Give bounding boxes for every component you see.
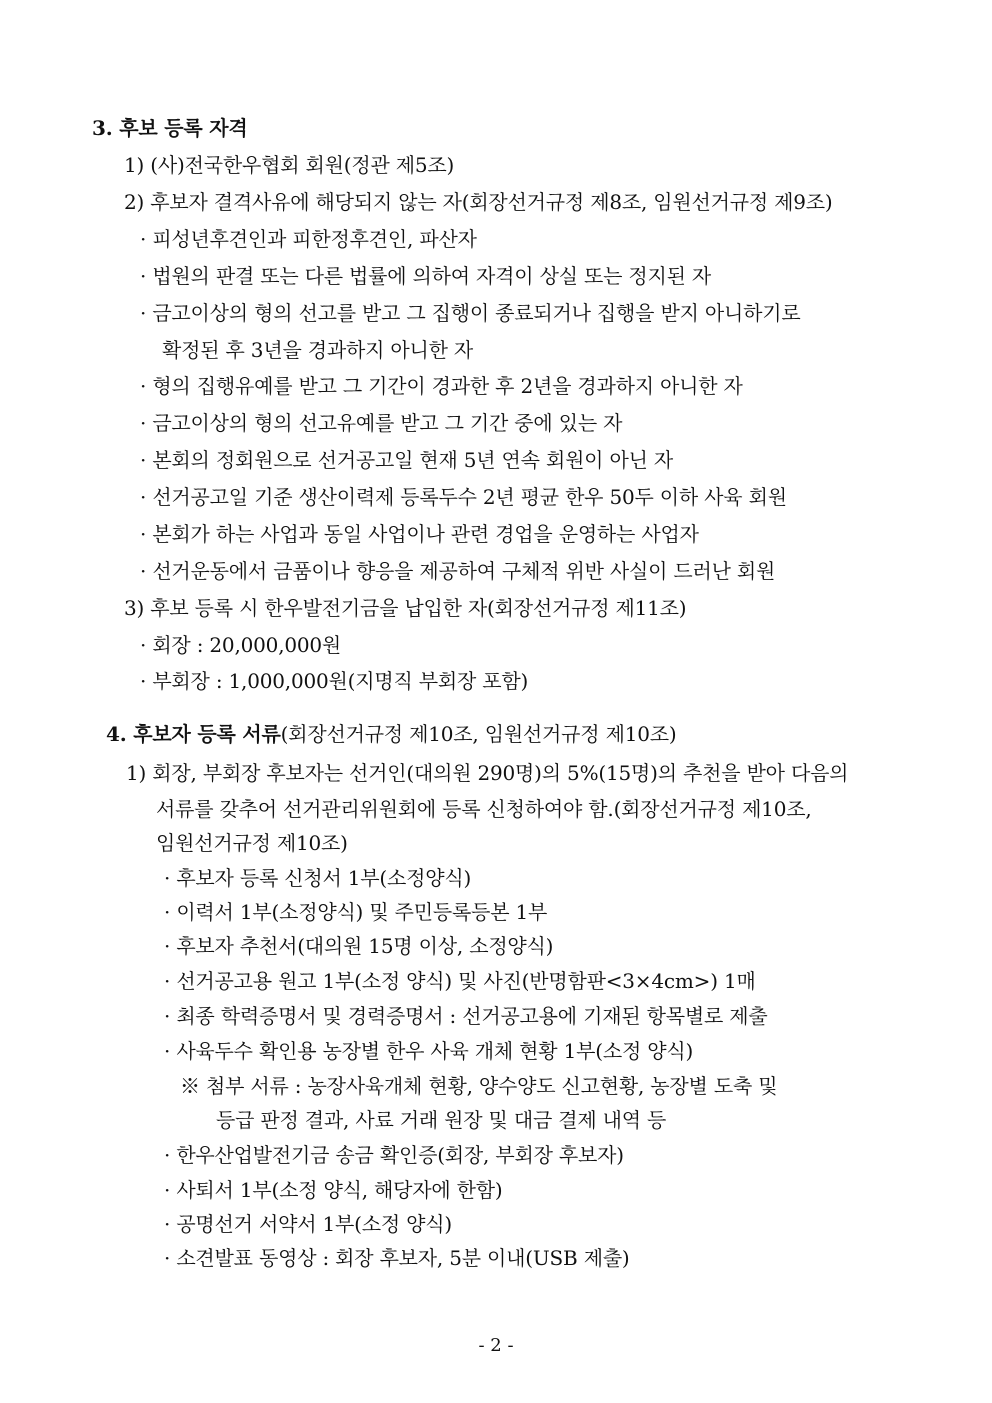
section-4-item-1-continuation: 서류를 갖추어 선거관리위원회에 등록 신청하여야 함.(회장선거규정 제10조, <box>156 797 812 821</box>
disqualification-bullet: · 법원의 판결 또는 다른 법률에 의하여 자격이 상실 또는 정지된 자 <box>140 264 712 288</box>
disqualification-bullet: · 선거운동에서 금품이나 향응을 제공하여 구체적 위반 사실이 드러난 회원 <box>140 559 776 583</box>
disqualification-bullet: · 금고이상의 형의 선고를 받고 그 집행이 종료되거나 집행을 받지 아니하기로 <box>140 301 801 325</box>
document-bullet: · 후보자 추천서(대의원 15명 이상, 소정양식) <box>164 934 554 958</box>
document-bullet: · 한우산업발전기금 송금 확인증(회장, 부회장 후보자) <box>164 1143 624 1167</box>
disqualification-bullet: · 형의 집행유예를 받고 그 기간이 경과한 후 2년을 경과하지 아니한 자 <box>140 374 743 398</box>
document-bullet: · 이력서 1부(소정양식) 및 주민등록등본 1부 <box>164 900 548 924</box>
document-bullet: · 사퇴서 1부(소정 양식, 해당자에 한함) <box>164 1178 503 1202</box>
section-4-item-1-continuation: 임원선거규정 제10조) <box>156 831 348 855</box>
disqualification-bullet: · 선거공고일 기준 생산이력제 등록두수 2년 평균 한우 50두 이하 사육 회원 <box>140 485 787 509</box>
disqualification-bullet: · 금고이상의 형의 선고유예를 받고 그 기간 중에 있는 자 <box>140 411 623 435</box>
section-4-item-1: 1) 회장, 부회장 후보자는 선거인(대의원 290명)의 5%(15명)의 추천을 받아 다음의 <box>126 761 849 785</box>
fund-bullet-president: · 회장 : 20,000,000원 <box>140 633 342 657</box>
page-number: - 2 - <box>478 1335 514 1356</box>
attachment-note: ※ 첨부 서류 : 농장사육개체 현황, 양수양도 신고현황, 농장별 도축 및 <box>180 1074 778 1098</box>
document-bullet: · 선거공고용 원고 1부(소정 양식) 및 사진(반명함판<3×4cm>) 1매 <box>164 969 756 993</box>
disqualification-bullet: · 본회의 정회원으로 선거공고일 현재 5년 연속 회원이 아닌 자 <box>140 448 673 472</box>
fund-bullet-vice-president: · 부회장 : 1,000,000원(지명직 부회장 포함) <box>140 669 529 693</box>
section-4-heading <box>106 721 676 747</box>
document-bullet: · 소견발표 동영상 : 회장 후보자, 5분 이내(USB 제출) <box>164 1246 630 1270</box>
disqualification-bullet: · 본회가 하는 사업과 동일 사업이나 관련 경업을 운영하는 사업자 <box>140 522 699 546</box>
disqualification-bullet-continuation: 확정된 후 3년을 경과하지 아니한 자 <box>162 338 473 362</box>
document-bullet: · 사육두수 확인용 농장별 한우 사육 개체 현황 1부(소정 양식) <box>164 1039 694 1063</box>
section-4-heading-reference: (회장선거규정 제10조, 임원선거규정 제10조) <box>280 722 677 746</box>
section-3-item-2: 2) 후보자 결격사유에 해당되지 않는 자(회장선거규정 제8조, 임원선거규정 제9조) <box>124 190 833 214</box>
document-bullet: · 공명선거 서약서 1부(소정 양식) <box>164 1212 452 1236</box>
section-4-heading-title: 4. 후보자 등록 서류 <box>106 722 281 746</box>
section-3-item-1: 1) (사)전국한우협회 회원(정관 제5조) <box>124 153 455 177</box>
section-3-heading: 3. 후보 등록 자격 <box>92 116 248 140</box>
document-bullet: · 최종 학력증명서 및 경력증명서 : 선거공고용에 기재된 항목별로 제출 <box>164 1004 768 1028</box>
section-3-item-3: 3) 후보 등록 시 한우발전기금을 납입한 자(회장선거규정 제11조) <box>124 596 687 620</box>
document-bullet: · 후보자 등록 신청서 1부(소정양식) <box>164 866 472 890</box>
disqualification-bullet: · 피성년후견인과 피한정후견인, 파산자 <box>140 227 477 251</box>
attachment-note-continuation: 등급 판정 결과, 사료 거래 원장 및 대금 결제 내역 등 <box>216 1108 667 1132</box>
